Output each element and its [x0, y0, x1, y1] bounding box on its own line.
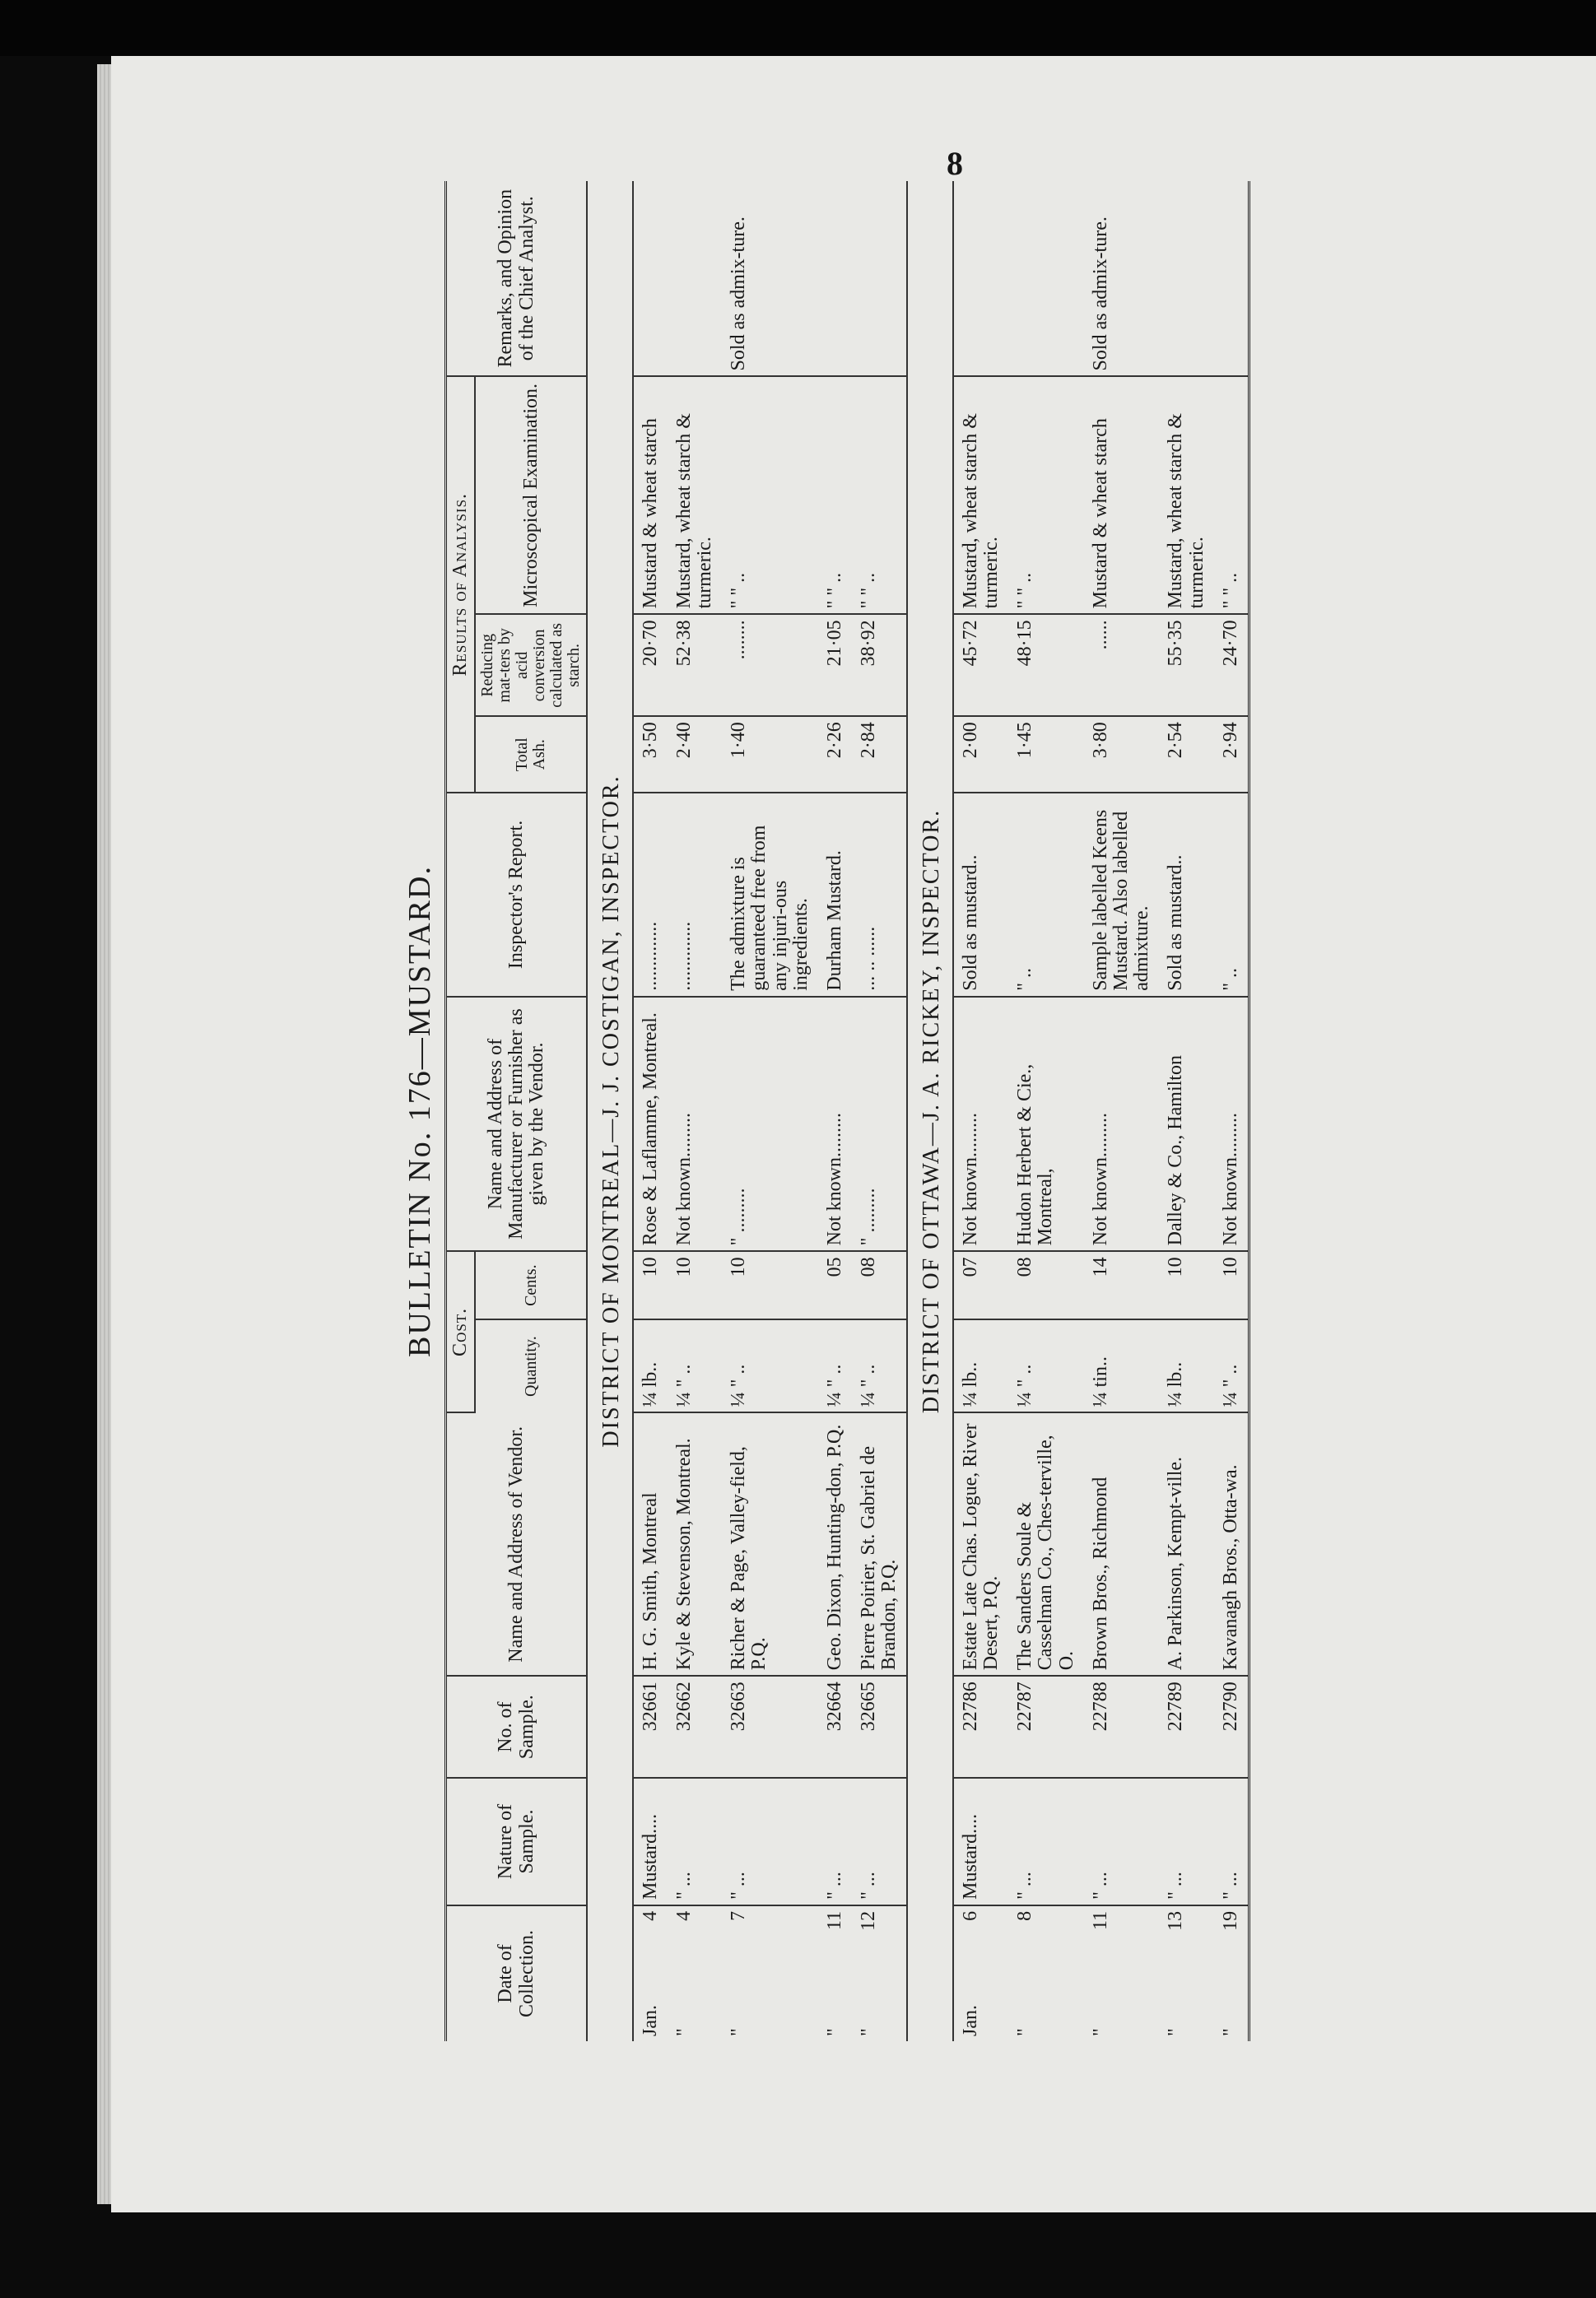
cell-vendor: Richer & Page, Valley-field, P.Q. — [722, 1412, 818, 1676]
cell-report: .............. — [633, 793, 668, 997]
cell-vendor: H. G. Smith, Montreal — [633, 1412, 668, 1676]
cell-qty: ¼ " .. — [1008, 1319, 1084, 1413]
cell-remarks — [852, 181, 907, 376]
cell-no: 32662 — [668, 1676, 722, 1778]
cell-report: The admixture is guaranteed free from any injuri-ous ingredients. — [722, 793, 818, 997]
cell-date — [953, 1905, 1008, 2041]
cell-reducing: 55·35 — [1159, 614, 1213, 716]
scan-border — [0, 0, 1596, 56]
cell-manufacturer: " ......... — [722, 997, 818, 1252]
bulletin-title: BULLETIN No. 176—MUSTARD. — [402, 865, 437, 1357]
cell-day: 4 — [639, 1910, 661, 1921]
cell-remarks — [633, 181, 668, 376]
mustard-table — [444, 181, 1250, 2041]
cell-cents: 10 — [1214, 1251, 1249, 1319]
cell-reducing: 38·92 — [852, 614, 907, 716]
cell-qty: ¼ lb.. — [953, 1319, 1008, 1413]
header-quantity: Quantity. — [475, 1319, 587, 1413]
cell-ash: 2·54 — [1159, 716, 1213, 793]
cell-vendor: A. Parkinson, Kempt-ville. — [1159, 1412, 1213, 1676]
cell-date — [852, 1905, 907, 2041]
header-microscopical: Microscopical Examination. — [475, 376, 587, 614]
cell-report: Durham Mustard. — [818, 793, 852, 997]
cell-cents: 10 — [722, 1251, 818, 1319]
header-inspector-report: Inspector's Report. — [446, 793, 588, 997]
cell-remarks — [818, 181, 852, 376]
cell-day: 4 — [672, 1910, 695, 1921]
page-number: 8 — [947, 145, 963, 182]
cell-cents: 07 — [953, 1251, 1008, 1319]
cell-nature: " ... — [1214, 1778, 1249, 1905]
cell-manufacturer: Hudon Herbert & Cie., Montreal, — [1008, 997, 1084, 1252]
header-manufacturer: Name and Address of Manufacturer or Furnisher as given by the Vendor. — [446, 997, 588, 1252]
cell-ash: 2·00 — [953, 716, 1008, 793]
cell-nature: " ... — [852, 1778, 907, 1905]
table-row — [1084, 181, 1160, 2041]
cell-day: 13 — [1165, 1910, 1187, 1931]
cell-date — [722, 1905, 818, 2041]
table-body — [587, 181, 1249, 2041]
cell-remarks — [1159, 181, 1213, 376]
cell-month: Jan. — [959, 2005, 981, 2036]
cell-vendor: Kavanagh Bros., Otta-wa. — [1214, 1412, 1249, 1676]
cell-reducing: 20·70 — [633, 614, 668, 716]
cell-vendor: Kyle & Stevenson, Montreal. — [668, 1412, 722, 1676]
cell-micro: " " .. — [852, 376, 907, 614]
header-reducing: Reducing mat-ters by acid conversion calculated as starch. — [475, 614, 587, 716]
cell-no: 22790 — [1214, 1676, 1249, 1778]
cell-nature: " ... — [1084, 1778, 1160, 1905]
table-row — [818, 181, 852, 2041]
cell-micro: Mustard, wheat starch & turmeric. — [953, 376, 1008, 614]
district-heading: DISTRICT OF OTTAWA—J. A. RICKEY, INSPECTOR. — [907, 181, 952, 2041]
cell-reducing: 24·70 — [1214, 614, 1249, 716]
cell-month: Jan. — [639, 2005, 661, 2036]
cell-no: 32664 — [818, 1676, 852, 1778]
cell-qty: ¼ lb.. — [633, 1319, 668, 1413]
cell-nature: " ... — [1008, 1778, 1084, 1905]
cell-no: 32661 — [633, 1676, 668, 1778]
table-row — [722, 181, 818, 2041]
cell-vendor: The Sanders Soule & Casselman Co., Ches-terville, O. — [1008, 1412, 1084, 1676]
cell-day: 6 — [959, 1910, 981, 1921]
header-cents: Cents. — [475, 1251, 587, 1319]
cell-qty: ¼ " .. — [722, 1319, 818, 1413]
header-total-ash: Total Ash. — [475, 716, 587, 793]
cell-cents: 10 — [668, 1251, 722, 1319]
header-vendor: Name and Address of Vendor. — [446, 1412, 588, 1676]
cell-remarks — [1008, 181, 1084, 376]
table-row — [1214, 181, 1249, 2041]
header-nature: Nature of Sample. — [446, 1778, 588, 1905]
cell-nature: " ... — [668, 1778, 722, 1905]
cell-qty: ¼ lb.. — [1159, 1319, 1213, 1413]
cell-reducing: ...... — [1084, 614, 1160, 716]
cell-report: " .. — [1008, 793, 1084, 997]
cell-remarks: Sold as admix-ture. — [722, 181, 818, 376]
cell-ash: 3·80 — [1084, 716, 1160, 793]
district-heading: DISTRICT OF MONTREAL—J. J. COSTIGAN, INSPECTOR. — [587, 181, 632, 2041]
cell-remarks: Sold as admix-ture. — [1084, 181, 1160, 376]
cell-cents: 10 — [1159, 1251, 1213, 1319]
cell-reducing: 21·05 — [818, 614, 852, 716]
cell-manufacturer: Not known......... — [953, 997, 1008, 1252]
cell-nature: " ... — [722, 1778, 818, 1905]
cell-vendor: Estate Late Chas. Logue, River Desert, P.Q. — [953, 1412, 1008, 1676]
cell-day: 11 — [823, 1910, 845, 1930]
cell-date — [818, 1905, 852, 2041]
cell-month: " — [858, 2028, 880, 2036]
cell-reducing: 52·38 — [668, 614, 722, 716]
cell-day: 19 — [1219, 1910, 1241, 1931]
cell-reducing: ........ — [722, 614, 818, 716]
cell-qty: ¼ " .. — [852, 1319, 907, 1413]
cell-ash: 1·45 — [1008, 716, 1084, 793]
cell-cents: 05 — [818, 1251, 852, 1319]
cell-report: Sold as mustard.. — [1159, 793, 1213, 997]
cell-report: Sample labelled Keens Mustard. Also labelled admixture. — [1084, 793, 1160, 997]
cell-date — [1008, 1905, 1084, 2041]
cell-nature: Mustard.... — [953, 1778, 1008, 1905]
district-heading-row — [907, 181, 952, 2041]
cell-month: " — [1089, 2028, 1111, 2036]
cell-micro: " " .. — [722, 376, 818, 614]
cell-remarks — [953, 181, 1008, 376]
header-remarks: Remarks, and Opinion of the Chief Analyst. — [446, 181, 588, 376]
cell-vendor: Geo. Dixon, Hunting-don, P.Q. — [818, 1412, 852, 1676]
cell-manufacturer: Not known......... — [668, 997, 722, 1252]
cell-date — [1214, 1905, 1249, 2041]
cell-ash: 2·84 — [852, 716, 907, 793]
cell-no: 22788 — [1084, 1676, 1160, 1778]
cell-ash: 1·40 — [722, 716, 818, 793]
table-row — [953, 181, 1008, 2041]
cell-cents: 08 — [852, 1251, 907, 1319]
header-row-1 — [446, 181, 476, 2041]
cell-ash: 2·26 — [818, 716, 852, 793]
cell-nature: " ... — [1159, 1778, 1213, 1905]
cell-ash: 3·50 — [633, 716, 668, 793]
cell-date — [1159, 1905, 1213, 2041]
cell-nature: " ... — [818, 1778, 852, 1905]
district-heading-row — [587, 181, 632, 2041]
table-row — [1159, 181, 1213, 2041]
table-row — [852, 181, 907, 2041]
cell-month: " — [1165, 2028, 1187, 2036]
cell-month: " — [728, 2028, 750, 2036]
cell-qty: ¼ tin.. — [1084, 1319, 1160, 1413]
table-row — [668, 181, 722, 2041]
cell-reducing: 48·15 — [1008, 614, 1084, 716]
cell-date — [668, 1905, 722, 2041]
cell-qty: ¼ " .. — [1214, 1319, 1249, 1413]
cell-date — [1084, 1905, 1160, 2041]
cell-micro: Mustard, wheat starch & turmeric. — [668, 376, 722, 614]
cell-ash: 2·94 — [1214, 716, 1249, 793]
rotated-table-region — [395, 181, 1564, 2041]
cell-micro: " " .. — [1008, 376, 1084, 614]
cell-remarks — [1214, 181, 1249, 376]
cell-reducing: 45·72 — [953, 614, 1008, 716]
cell-no: 22786 — [953, 1676, 1008, 1778]
cell-ash: 2·40 — [668, 716, 722, 793]
cell-no: 22787 — [1008, 1676, 1084, 1778]
cell-report: Sold as mustard.. — [953, 793, 1008, 997]
cell-qty: ¼ " .. — [818, 1319, 852, 1413]
cell-qty: ¼ " .. — [668, 1319, 722, 1413]
cell-manufacturer: " ......... — [852, 997, 907, 1252]
cell-day: 12 — [858, 1910, 880, 1931]
cell-nature: Mustard.... — [633, 1778, 668, 1905]
cell-manufacturer: Not known......... — [818, 997, 852, 1252]
cell-micro: Mustard & wheat starch — [633, 376, 668, 614]
cell-cents: 08 — [1008, 1251, 1084, 1319]
header-sample-no: No. of Sample. — [446, 1676, 588, 1778]
cell-manufacturer: Not known......... — [1084, 997, 1160, 1252]
cell-day: 7 — [728, 1910, 750, 1921]
table-row — [633, 181, 668, 2041]
cell-manufacturer: Rose & Laflamme, Montreal. — [633, 997, 668, 1252]
cell-micro: Mustard & wheat starch — [1084, 376, 1160, 614]
cell-no: 32665 — [852, 1676, 907, 1778]
cell-no: 32663 — [722, 1676, 818, 1778]
cell-cents: 14 — [1084, 1251, 1160, 1319]
cell-micro: " " .. — [818, 376, 852, 614]
cell-report: " .. — [1214, 793, 1249, 997]
cell-vendor: Pierre Poirier, St. Gabriel de Brandon, P.Q. — [852, 1412, 907, 1676]
cell-report: ... .. ...... — [852, 793, 907, 997]
cell-manufacturer: Not known......... — [1214, 997, 1249, 1252]
cell-micro: Mustard, wheat starch & turmeric. — [1159, 376, 1213, 614]
cell-micro: " " .. — [1214, 376, 1249, 614]
header-results: Results of Analysis. — [446, 376, 476, 793]
cell-report: .............. — [668, 793, 722, 997]
cell-manufacturer: Dalley & Co., Hamilton — [1159, 997, 1213, 1252]
cell-month: " — [1219, 2028, 1241, 2036]
cell-no: 22789 — [1159, 1676, 1213, 1778]
cell-remarks — [668, 181, 722, 376]
cell-vendor: Brown Bros., Richmond — [1084, 1412, 1160, 1676]
cell-date — [633, 1905, 668, 2041]
cell-day: 11 — [1089, 1910, 1111, 1930]
cell-day: 8 — [1014, 1910, 1036, 1921]
header-date: Date of Collection. — [446, 1905, 588, 2041]
table-row — [1008, 181, 1084, 2041]
cell-month: " — [1014, 2028, 1036, 2036]
cell-month: " — [823, 2028, 845, 2036]
header-cost: Cost. — [446, 1251, 476, 1412]
cell-month: " — [672, 2028, 695, 2036]
cell-cents: 10 — [633, 1251, 668, 1319]
